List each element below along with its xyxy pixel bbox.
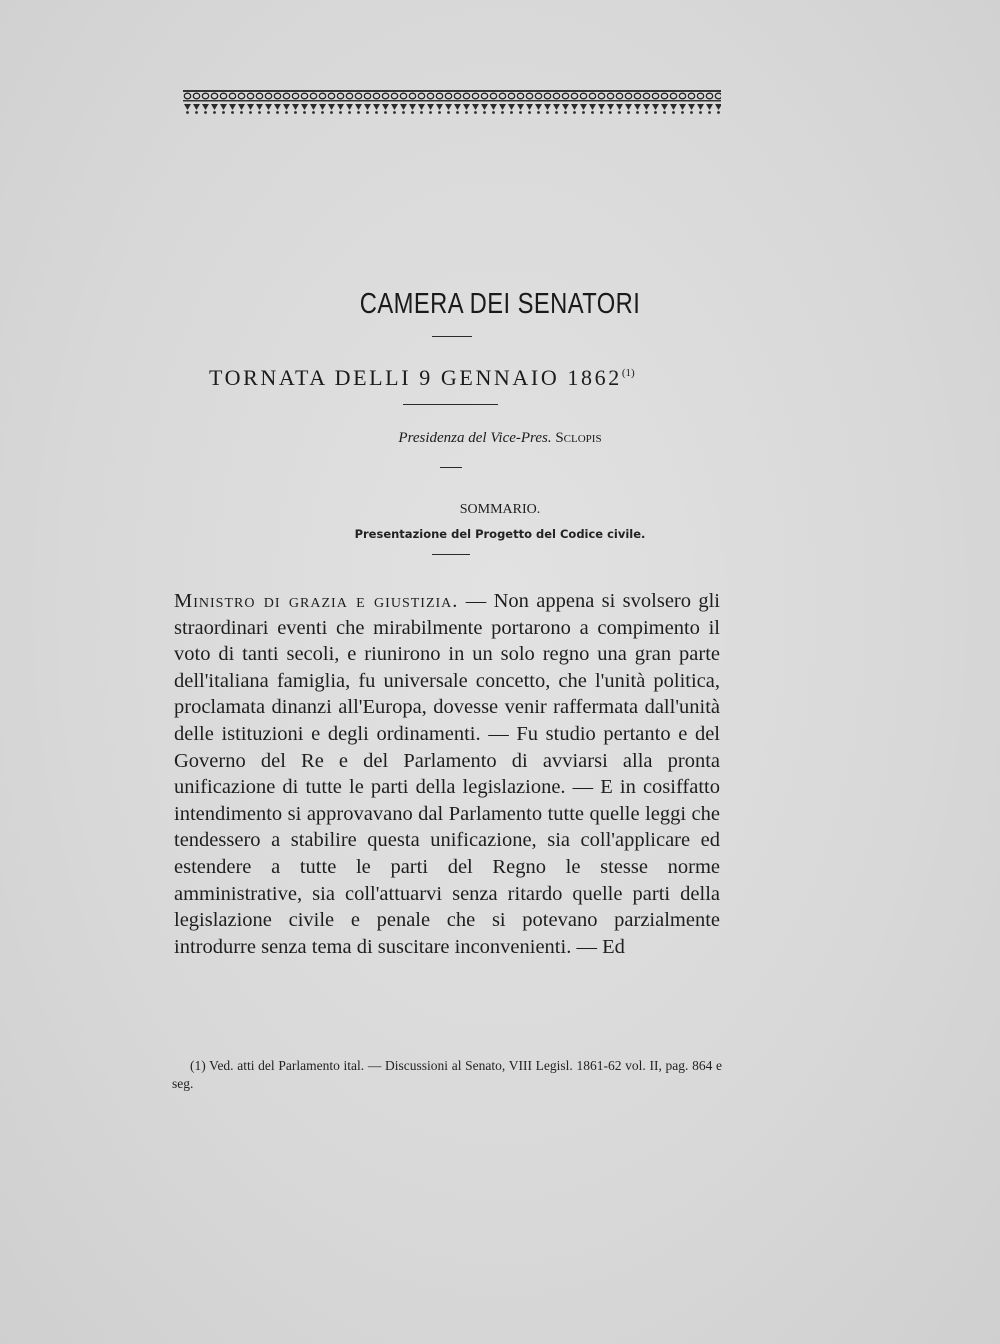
sommario-rule xyxy=(432,554,470,555)
sommario-heading: SOMMARIO. xyxy=(459,502,541,517)
presidenza-label: Presidenza del Vice-Pres. xyxy=(398,430,552,446)
page-title: CAMERA DEI SENATORI xyxy=(359,288,641,320)
session-subtitle xyxy=(209,365,635,391)
title-rule xyxy=(432,336,472,337)
session-subtitle-text: TORNATA DELLI 9 GENNAIO 1862 xyxy=(209,365,622,390)
body-paragraph-text: — Non appena si svolsero gli straordinari eventi che mirabilmente portarono a compimento il voto di tanti secoli, e riunirono in un solo regno una gran parte dell'italiana famiglia, fu universale concetto, che l'unità politica, proclamata dinanzi all'Europa, dovesse venir raffermata dall'unità delle istituzioni e degli ordinamenti. — Fu studio pertanto e del Governo del Re e del Parlamento di avviarsi alla pronta unificazione di tutte le parti della legislazione. — E in cosiffatto intendimento si approvavano dal Parlamento tutte quelle leggi che tendessero a stabilire questa unificazione, sia coll'applicare ed estendere a tutte le parti del Regno le stesse norme amministrative, sia coll'attuarvi senza ritardo quelle parti della legislazione civile e penale che si potevano parzialmente introdurre senza tema di suscitare inconvenienti. — Ed xyxy=(174,590,720,958)
decorative-border-ornament xyxy=(183,90,721,116)
footnote-marker: (1) xyxy=(621,367,635,379)
body-paragraph xyxy=(174,588,720,960)
presidenza-name: Sclopis xyxy=(555,430,602,446)
speaker-name: Ministro di grazia e giustizia. xyxy=(174,590,459,612)
footnote: (1) Ved. atti del Parlamento ital. — Discussioni al Senato, VIII Legisl. 1861-62 vol. II, pag. 864 e seg. xyxy=(172,1058,722,1091)
presidenza-line xyxy=(0,430,1000,447)
presidenza-rule xyxy=(440,467,462,468)
subtitle-rule xyxy=(403,404,498,405)
sommario-text: Presentazione del Progetto del Codice civile. xyxy=(354,527,646,541)
